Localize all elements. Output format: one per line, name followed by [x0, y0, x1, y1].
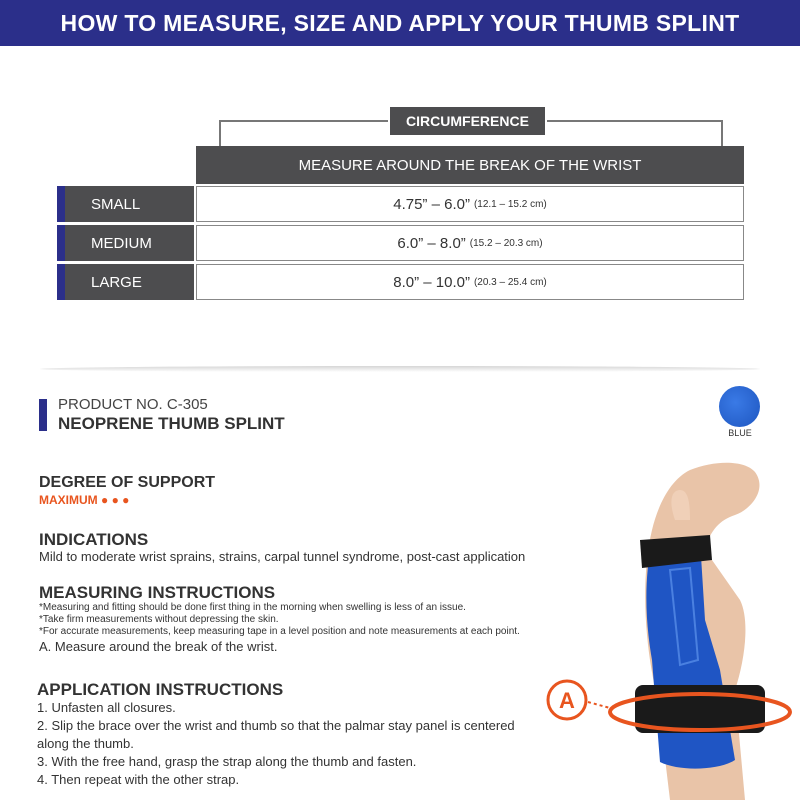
size-range-inches: 6.0” – 8.0”	[397, 234, 466, 252]
application-steps	[37, 699, 547, 789]
banner-title: HOW TO MEASURE, SIZE AND APPLY YOUR THUMB SPLINT	[60, 9, 740, 36]
product-name: NEOPRENE THUMB SPLINT	[58, 414, 285, 433]
measurement-column-header: MEASURE AROUND THE BREAK OF THE WRIST	[196, 146, 744, 184]
marker-a-leader	[588, 702, 610, 708]
size-range	[196, 186, 744, 222]
circumference-label: CIRCUMFERENCE	[388, 105, 547, 137]
size-row-small	[57, 186, 744, 222]
size-range-cm: (15.2 – 20.3 cm)	[469, 237, 543, 249]
size-label: MEDIUM	[57, 225, 194, 261]
size-range-cm: (20.3 – 25.4 cm)	[473, 276, 547, 288]
list-item: 2. Slip the brace over the wrist and thumb so that the palmar stay panel is centered along the thumb.	[37, 718, 515, 751]
list-item: 4. Then repeat with the other strap.	[37, 772, 240, 787]
list-item: 3. With the free hand, grasp the strap along the thumb and fasten.	[37, 754, 417, 769]
product-accent-bar	[39, 399, 47, 431]
marker-a-label: A	[559, 688, 575, 713]
size-range-inches: 8.0” – 10.0”	[393, 273, 470, 291]
measuring-note: *Take firm measurements without depressing the skin.	[39, 614, 279, 625]
support-heading: DEGREE OF SUPPORT	[39, 474, 216, 491]
application-heading: APPLICATION INSTRUCTIONS	[37, 680, 284, 699]
measuring-heading: MEASURING INSTRUCTIONS	[39, 583, 276, 602]
size-range	[196, 225, 744, 261]
size-range	[196, 264, 744, 300]
size-row-large	[57, 264, 744, 300]
section-divider	[40, 366, 760, 372]
size-row-medium	[57, 225, 744, 261]
list-item: 1. Unfasten all closures.	[37, 700, 176, 715]
size-range-cm: (12.1 – 15.2 cm)	[473, 198, 547, 210]
measuring-note: *For accurate measurements, keep measuring tape in a level position and note measurements at each point.	[39, 626, 520, 637]
indications-heading: INDICATIONS	[39, 530, 149, 549]
measuring-note: *Measuring and fitting should be done first thing in the morning when swelling is less of an issue.	[39, 602, 466, 613]
size-range-inches: 4.75” – 6.0”	[393, 195, 470, 213]
color-swatch-label: BLUE	[728, 428, 752, 438]
indications-text: Mild to moderate wrist sprains, strains, carpal tunnel syndrome, post-cast application	[39, 549, 526, 564]
thumb-splint-illustration	[540, 460, 800, 800]
support-level: MAXIMUM ● ● ●	[39, 493, 130, 507]
product-number: PRODUCT NO. C-305	[58, 396, 208, 413]
measuring-step: A. Measure around the break of the wrist.	[39, 639, 278, 654]
page-banner	[0, 0, 800, 46]
size-label: SMALL	[57, 186, 194, 222]
color-swatch	[719, 386, 760, 427]
size-label: LARGE	[57, 264, 194, 300]
